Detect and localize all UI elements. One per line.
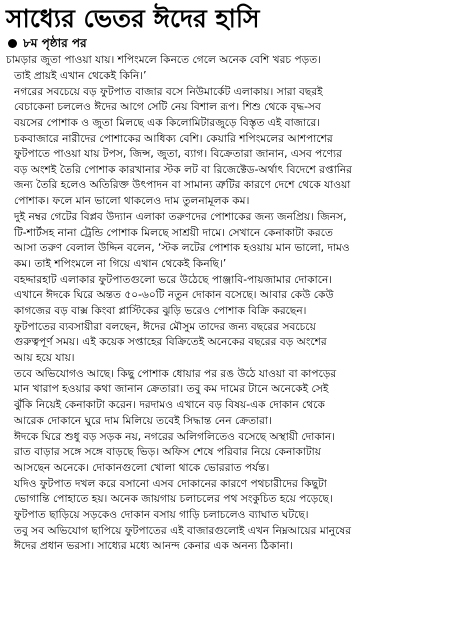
- article-line: আরেক দোকানে ঘুরে দাম মিলিয়ে তবেই সিদ্ধান্ত নেন ক্রেতারা।: [14, 414, 272, 427]
- article-line: দুই নম্বর গেটের বিপ্লব উদ্যান এলাকা তরুণদের পোশাকের জন্য জনপ্রিয়। জিনস,: [14, 210, 347, 223]
- article-paragraph: [6, 132, 468, 210]
- article-line: ভোগান্তি পোহাতে হয়। অনেক জায়গায় চলাচলের পথ সংকুচিত হয়ে পড়েছে।: [14, 493, 333, 506]
- bullet-icon: [8, 39, 17, 48]
- continued-from-marker: [8, 35, 468, 51]
- article-line: বয়সের পোশাক ও জুতা মিলছে এক কিলোমিটারজুড়ে বিস্তৃত এই বাজারে।: [14, 116, 321, 129]
- article-line: তবে অভিযোগও আছে। কিছু পোশাক ধোয়ার পর রঙ উঠে যাওয়া বা কাপড়ের: [14, 367, 337, 380]
- article-line: তাই প্রায়ই এখান থেকেই কিনি।’: [14, 69, 147, 82]
- article-line: ঈদের প্রধান ভরসা। সাধ্যের মধ্যে আনন্দ কেনার এক অনন্য ঠিকানা।: [14, 540, 293, 553]
- article-line: যদিও ফুটপাত দখল করে বসানো এসব দোকানের কারণে পথচারীদের কিছুটা: [14, 477, 327, 490]
- article-paragraph: [6, 367, 468, 429]
- article-line: কাগজের বড় বাক্স কিংবা প্লাস্টিকের ঝুড়ি ভরেও পোশাক বিক্রি করছেন।: [14, 304, 307, 317]
- article-paragraph: [6, 210, 468, 272]
- article-line: বহদ্দারহাট এলাকার ফুটপাতগুলো ভরে উঠেছে পাঞ্জাবি-পায়জামার দোকানে।: [14, 273, 333, 286]
- article-line: এখানে ঈদকে ঘিরে অন্তত ৫০-৬০টি নতুন দোকান বসেছে। আবার কেউ কেউ: [14, 289, 334, 302]
- article-line: ঈদকে ঘিরে শুধু বড় সড়ক নয়, নগরের অলিগলিতেও বসেছে অস্থায়ী দোকান।: [14, 430, 335, 443]
- article-line: বেচাকেনা চললেও ঈদের আগে সেটি নেয় বিশাল রূপ। শিশু থেকে বৃদ্ধ-সব: [14, 101, 321, 114]
- article-line: ফুটপাতের ব্যবসায়ীরা বলছেন, ঈদের মৌসুম তাদের জন্য বছরের সবচেয়ে: [14, 320, 316, 333]
- article-line: কম। তাই শপিংমলে না গিয়ে এখান থেকেই কিনছি।’: [14, 257, 227, 270]
- article-paragraph: [6, 273, 468, 320]
- article-line: তবু সব অভিযোগ ছাপিয়ে ফুটপাতের এই বাজারগুলোই এখন নিম্নআয়ের মানুষের: [14, 524, 352, 537]
- article-paragraph: [6, 430, 468, 477]
- article-line: বড় অংশই তৈরি পোশাক কারখানার স্টক লট বা রিজেক্টেড-অর্থাৎ বিদেশে রপ্তানির: [14, 163, 352, 176]
- article-paragraph: [6, 477, 468, 524]
- article-line: টি-শার্টসহ নানা ট্রেন্ডি পোশাক মিলছে সাশ্রয়ী দামে। সেখানে কেনাকাটা করতে: [14, 226, 333, 239]
- article-line: ফুটপাত ছাড়িয়ে সড়কেও দোকান বসায় গাড়ি চলাচলেও ব্যাঘাত ঘটছে।: [14, 508, 309, 521]
- article-line: আসছেন অনেকে। দোকানগুলো খোলা থাকে ভোররাত পর্যন্ত।: [14, 461, 270, 474]
- article-line: রাত বাড়ার সঙ্গে সঙ্গে বাড়ছে ভিড়। অফিস শেষে পরিবার নিয়ে কেনাকাটায়: [14, 446, 321, 459]
- article-line: মান খারাপ হওয়ার কথা জানান ক্রেতারা। তবু কম দামের টানে অনেকেই সেই: [14, 383, 329, 396]
- article-line: চামড়ার জুতা পাওয়া যায়। শপিংমলে কিনতে গেলে অনেক বেশি খরচ পড়ত।: [6, 54, 321, 66]
- article-line: আয় হয়ে যায়।: [14, 351, 75, 364]
- article-line: জন্য তৈরি হলেও অতিরিক্ত উৎপাদন বা সামান্য ত্রুটির কারণে দেশে থেকে যাওয়া: [14, 179, 351, 192]
- article-paragraph: [6, 524, 468, 555]
- article-paragraph: [6, 320, 468, 367]
- article-paragraph: [6, 85, 468, 132]
- article-paragraph: [6, 53, 468, 84]
- continued-label: ৮ম পৃষ্ঠার পর: [23, 36, 87, 50]
- article-line: নগরের সবচেয়ে বড় ফুটপাত বাজার বসে নিউমার্কেট এলাকায়। সারা বছরই: [14, 85, 323, 98]
- headline: সাধ্যের ভেতর ঈদের হাসি: [6, 4, 260, 33]
- article-line: ফুটপাতে পাওয়া যায় টপস, জিন্স, জুতা, ব্যাগ। বিক্রেতারা জানান, এসব পণ্যের: [14, 148, 342, 161]
- article-line: আসা তরুণ বেলাল উদ্দিন বলেন, ‘স্টক লটের পোশাক হওয়ায় মান ভালো, দামও: [14, 242, 350, 255]
- article-line: পোশাক। ফলে মান ভালো থাকলেও দাম তুলনামূলক কম।: [14, 194, 250, 207]
- article-line: গুরুত্বপূর্ণ সময়। এই কয়েক সপ্তাহের বিক্রিতেই অনেকের বছরের বড় অংশের: [14, 336, 327, 349]
- article-body: [6, 53, 468, 555]
- article-line: চকবাজারে নারীদের পোশাকের আধিক্য বেশি। কেয়ারি শপিংমলের আশপাশের: [14, 132, 333, 145]
- article-line: ঝুঁকি নিয়েই কেনাকাটা করেন। দরদামও এখানে বড় বিষয়-এক দোকান থেকে: [14, 399, 325, 412]
